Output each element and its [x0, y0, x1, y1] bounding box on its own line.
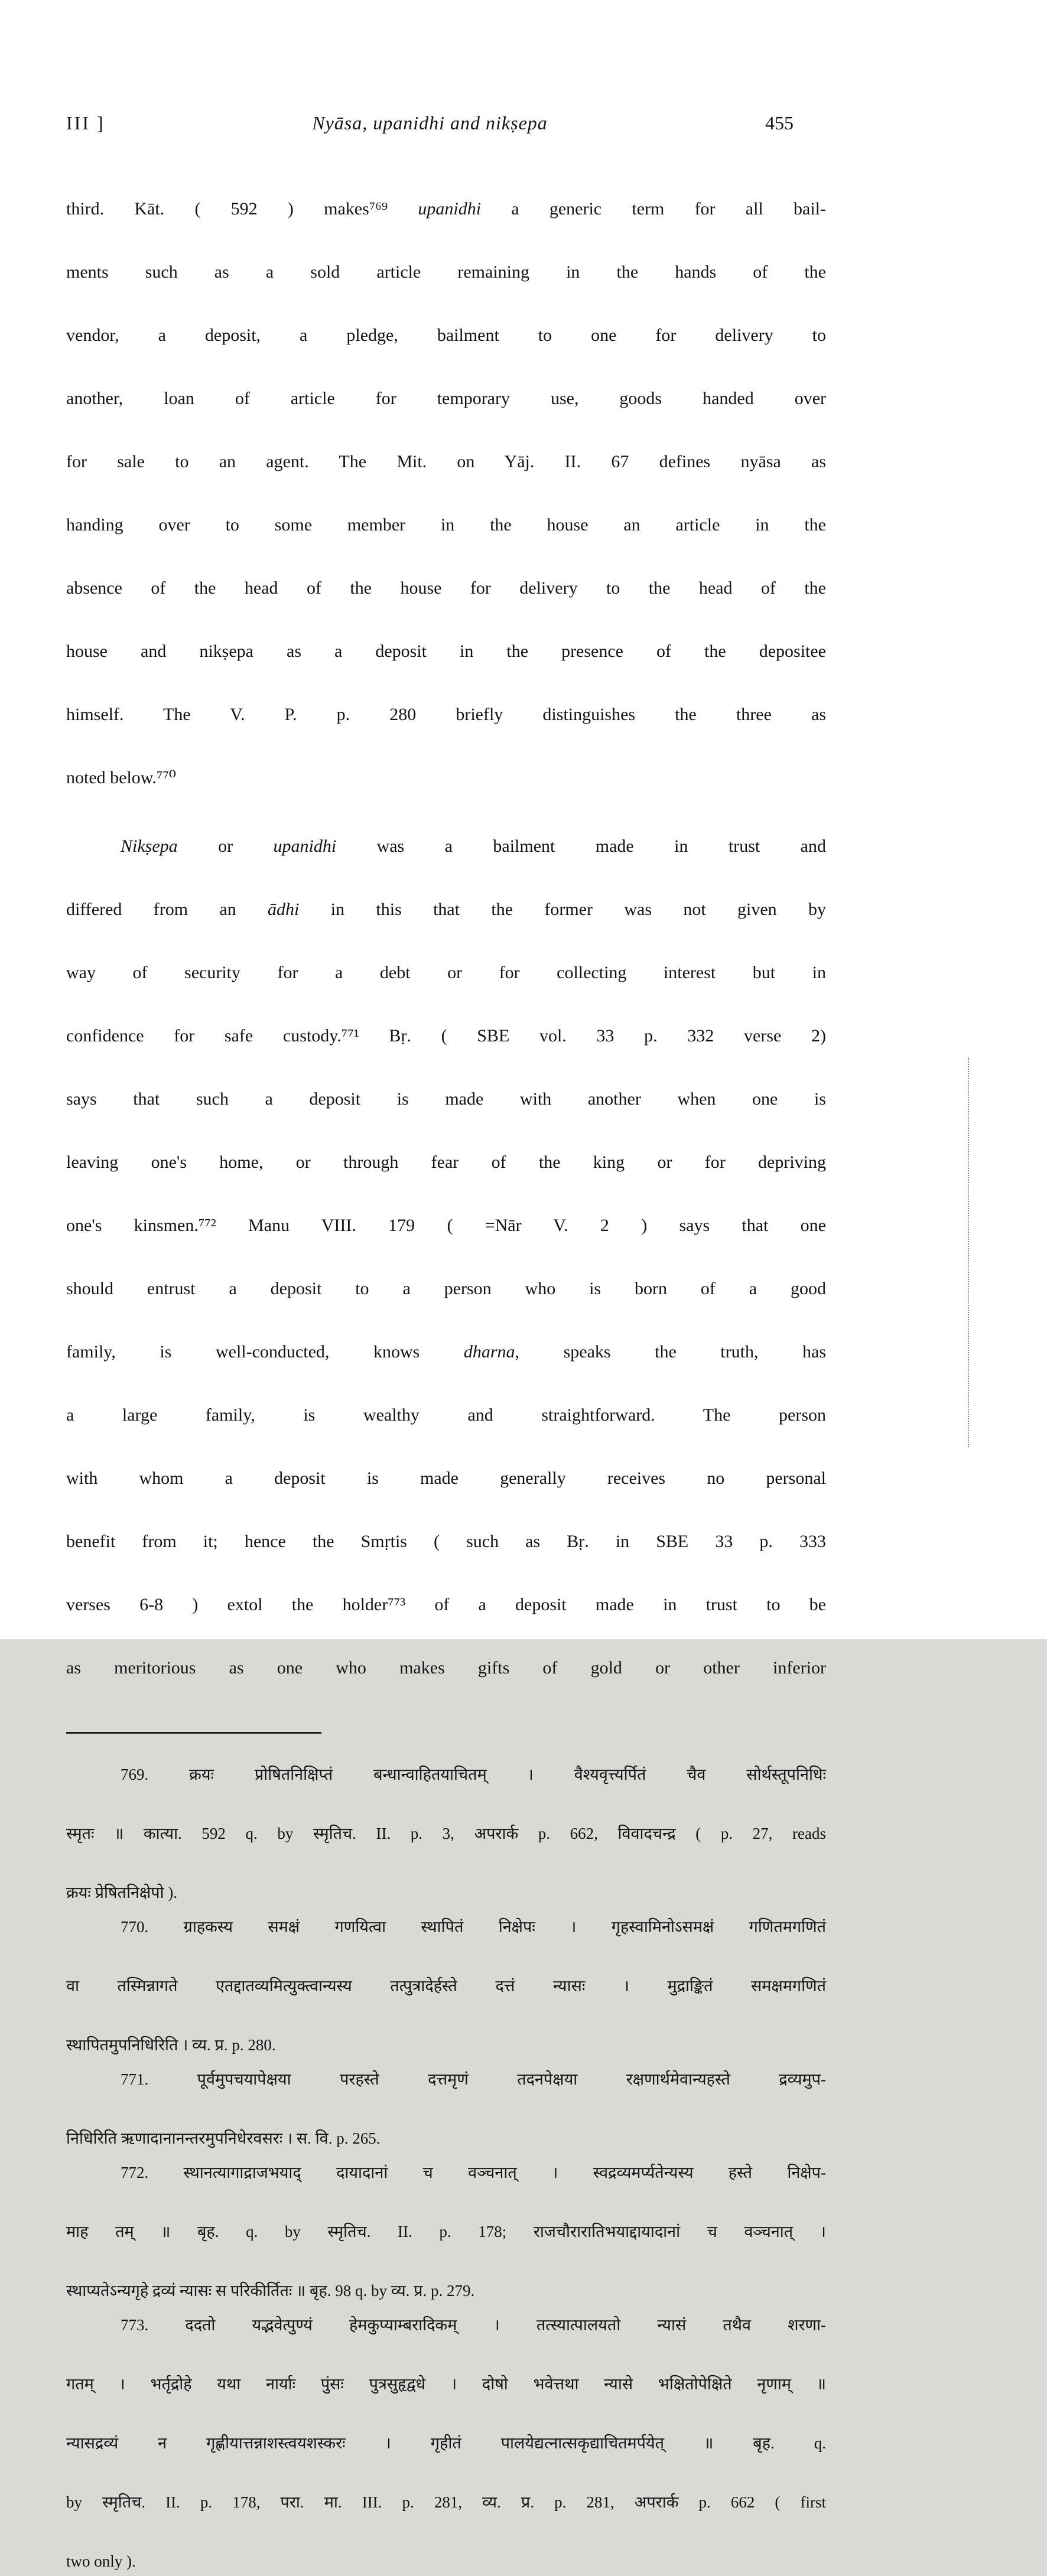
text-line: differed from an ādhi in this that the former was not given by	[66, 899, 827, 919]
text-line: 771. पूर्वमुपचयापेक्षया परहस्ते दत्तमृणं तदनपेक्षया रक्षणार्थमेवान्यहस्ते द्रव्यमुप-	[121, 2070, 826, 2088]
text-line: another, loan of article for temporary use, goods handed over	[66, 389, 826, 408]
text-line: one's kinsmen.⁷⁷² Manu VIII. 179 ( =Nār V. 2 ) says that one	[66, 1215, 826, 1235]
footnote	[66, 2158, 826, 2305]
text-line: न्यासद्रव्यं न गृह्णीयात्तन्नाशस्त्वयशस्करः । गृहीतं पालयेद्यत्नात्सकृद्याचितमर्पयेत् ॥ बृह. q.	[66, 2434, 826, 2452]
text-line: house and nikṣepa as a deposit in the presence of the depositee	[66, 641, 826, 661]
text-line: 769. क्रयः प्रोषितनिक्षिप्तं बन्धान्वाहितयाचितम् । वैश्यवृत्त्यर्पितं चैव सोर्थस्तूपनिधिः	[121, 1765, 826, 1783]
text-line: absence of the head of the house for delivery to the head of the	[66, 578, 826, 598]
page-number: 455	[765, 112, 794, 133]
footnote	[66, 2064, 826, 2153]
text-line: two only ).	[66, 2552, 136, 2570]
page-header	[66, 112, 826, 134]
text-line: says that such a deposit is made with another when one is	[66, 1089, 826, 1109]
running-title: Nyāsa, upanidhi and nikṣepa	[312, 112, 548, 133]
body-text	[66, 193, 826, 1715]
text-line: माह तम् ॥ बृह. q. by स्मृतिच. II. p. 178; राजचौरारातिभयाद्दायादानां च वञ्चनात् ।	[66, 2222, 826, 2240]
footnote	[66, 1760, 826, 1907]
paragraph	[66, 831, 826, 1715]
text-line: should entrust a deposit to a person who is born of a good	[66, 1278, 826, 1298]
text-line: confidence for safe custody.⁷⁷¹ Bṛ. ( SBE vol. 33 p. 332 verse 2)	[66, 1025, 826, 1046]
text-line: vendor, a deposit, a pledge, bailment to one for delivery to	[66, 325, 826, 345]
text-line: verses 6-8 ) extol the holder⁷⁷³ of a deposit made in trust to be	[66, 1594, 826, 1614]
text-line: स्थापितमुपनिधिरिति । व्य. प्र. p. 280.	[66, 2036, 276, 2054]
text-line: benefit from it; hence the Smṛtis ( such as Bṛ. in SBE 33 p. 333	[66, 1531, 826, 1551]
text-line: a large family, is wealthy and straightforward. The person	[66, 1405, 826, 1425]
text-line: handing over to some member in the house an article in the	[66, 515, 826, 535]
text-line: Nikṣepa or upanidhi was a bailment made in trust and	[121, 836, 826, 856]
text-line: leaving one's home, or through fear of the king or for depriving	[66, 1152, 826, 1172]
footnote	[66, 1912, 826, 2060]
text-line: noted below.⁷⁷⁰	[66, 768, 176, 787]
text-line: निधिरिति ऋणादानानन्तरमुपनिधेरवसरः । स. वि. p. 265.	[66, 2129, 381, 2147]
footnotes-section	[66, 1760, 826, 2576]
text-line: 772. स्थानत्यागाद्राजभयाद् दायादानां च वञ्चनात् । स्वद्रव्यमर्प्यतेन्यस्य हस्ते निक्षेप-	[121, 2163, 826, 2181]
text-line: himself. The V. P. p. 280 briefly distinguishes the three as	[66, 705, 826, 724]
text-line: family, is well-conducted, knows dharna, speaks the truth, has	[66, 1341, 827, 1362]
text-line: as meritorious as one who makes gifts of gold or other inferior	[66, 1657, 826, 1678]
text-line: क्रयः प्रेषितनिक्षेपो ).	[66, 1883, 178, 1901]
footnote-separator	[66, 1732, 321, 1734]
text-line: ments such as a sold article remaining in the hands of the	[66, 262, 826, 282]
text-line: with whom a deposit is made generally receives no personal	[66, 1468, 826, 1488]
footnote	[66, 2310, 826, 2576]
text-line: स्थाप्यतेऽन्यगृहे द्रव्यं न्यासः स परिकीर्तितः ॥ बृह. 98 q. by व्य. प्र. p. 279.	[66, 2281, 475, 2300]
chapter-marker: III ]	[66, 112, 105, 133]
paragraph	[66, 193, 826, 794]
text-line: third. Kāt. ( 592 ) makes⁷⁶⁹ upanidhi a generic term for all bail-	[66, 199, 826, 219]
text-line: way of security for a debt or for collecting interest but in	[66, 962, 826, 982]
text-line: गतम् । भर्तृद्रोहे यथा नार्याः पुंसः पुत्रसुहृद्वधे । दोषो भवेत्तथा न्यासे भक्षितोपेक्षिते नृणाम् ॥	[66, 2375, 826, 2393]
page-content	[66, 112, 826, 2576]
text-line: by स्मृतिच. II. p. 178, परा. मा. III. p. 281, व्य. प्र. p. 281, अपरार्क p. 662 ( first	[66, 2493, 826, 2511]
text-line: वा तस्मिन्नागते एतद्दातव्यमित्युक्त्वान्यस्य तत्पुत्रादेर्हस्ते दत्तं न्यासः । मुद्राङ्कितं समक्षमगणितं	[66, 1976, 826, 1995]
text-line: 770. ग्राहकस्य समक्षं गणयित्वा स्थापितं निक्षेपः । गृहस्वामिनोऽसमक्षं गणितमगणितं	[121, 1917, 826, 1936]
text-line: स्मृतः ॥ कात्या. 592 q. by स्मृतिच. II. p. 3, अपरार्क p. 662, विवादचन्द्र ( p. 27, reads	[66, 1824, 826, 1842]
scan-artifact-line	[968, 1057, 969, 1447]
text-line: 773. ददतो यद्भवेत्पुण्यं हेमकुप्याम्बरादिकम् । तत्स्यात्पालयतो न्यासं तथैव शरणा-	[121, 2316, 826, 2334]
text-line: for sale to an agent. The Mit. on Yāj. II. 67 defines nyāsa as	[66, 452, 826, 471]
